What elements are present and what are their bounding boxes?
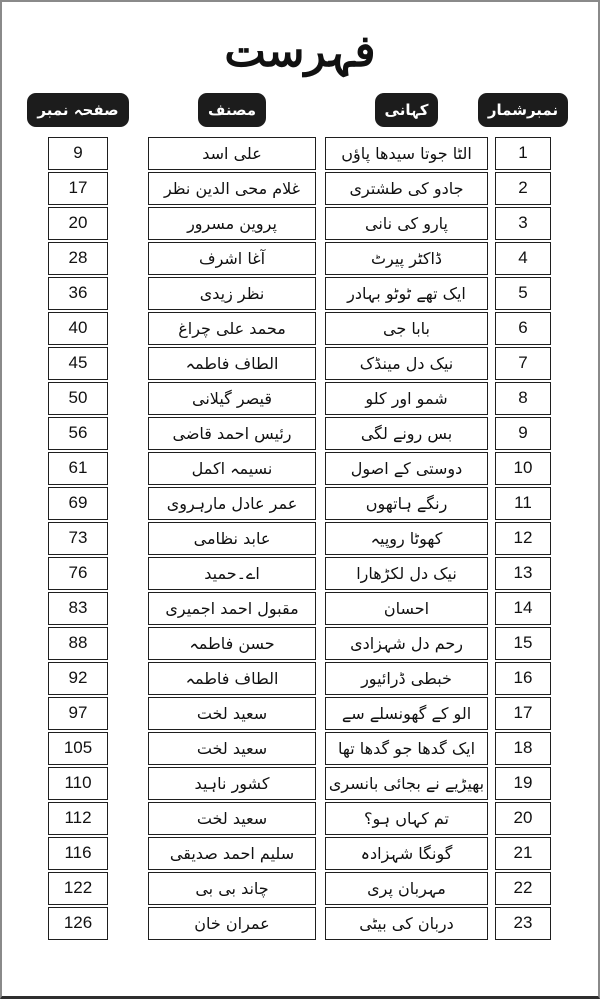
author-name-cell: آغا اشرف <box>148 242 316 275</box>
serial-number-cell: 15 <box>495 627 551 660</box>
author-name-cell: سعید لخت <box>148 697 316 730</box>
author-name-cell: سلیم احمد صدیقی <box>148 837 316 870</box>
page-number-cell: 122 <box>48 872 108 905</box>
column-header-page-number: صفحہ نمبر <box>27 93 128 128</box>
serial-number-cell: 22 <box>495 872 551 905</box>
author-name-cell: پروین مسرور <box>148 207 316 240</box>
story-title-cell: دربان کی بیٹی <box>325 907 488 940</box>
serial-number-cell: 16 <box>495 662 551 695</box>
page-number-cell: 45 <box>48 347 108 380</box>
author-name-cell: مقبول احمد اجمیری <box>148 592 316 625</box>
table-row <box>2 487 598 522</box>
serial-number-cell: 12 <box>495 522 551 555</box>
page-number-cell: 73 <box>48 522 108 555</box>
page-number-cell: 105 <box>48 732 108 765</box>
column-header-story: کہانی <box>375 93 439 128</box>
page-number-cell: 69 <box>48 487 108 520</box>
author-name-cell: محمد علی چراغ <box>148 312 316 345</box>
page-number-cell: 56 <box>48 417 108 450</box>
author-name-cell: الطاف فاطمہ <box>148 662 316 695</box>
story-title-cell: رحم دل شہزادی <box>325 627 488 660</box>
serial-number-cell: 10 <box>495 452 551 485</box>
page-number-cell: 112 <box>48 802 108 835</box>
story-title-cell: شمو اور کلو <box>325 382 488 415</box>
author-name-cell: قیصر گیلانی <box>148 382 316 415</box>
author-name-cell: عابد نظامی <box>148 522 316 555</box>
story-title-cell: نیک دل لکڑھارا <box>325 557 488 590</box>
column-header-author: مصنف <box>198 93 266 128</box>
table-row <box>2 557 598 592</box>
author-name-cell: نسیمہ اکمل <box>148 452 316 485</box>
page-number-cell: 9 <box>48 137 108 170</box>
table-row <box>2 872 598 907</box>
author-name-cell: الطاف فاطمہ <box>148 347 316 380</box>
table-row <box>2 207 598 242</box>
story-title-cell: ایک گدھا جو گدھا تھا <box>325 732 488 765</box>
page-number-cell: 61 <box>48 452 108 485</box>
story-title-cell: گونگا شہزادہ <box>325 837 488 870</box>
serial-number-cell: 19 <box>495 767 551 800</box>
page-number-cell: 28 <box>48 242 108 275</box>
story-title-cell: دوستی کے اصول <box>325 452 488 485</box>
table-row <box>2 627 598 662</box>
author-name-cell: حسن فاطمہ <box>148 627 316 660</box>
story-title-cell: الٹا جوتا سیدھا پاؤں <box>325 137 488 170</box>
author-name-cell: رئیس احمد قاضی <box>148 417 316 450</box>
story-title-cell: مہربان پری <box>325 872 488 905</box>
serial-number-cell: 20 <box>495 802 551 835</box>
story-title-cell: خبطی ڈرائیور <box>325 662 488 695</box>
table-row <box>2 907 598 942</box>
page-number-cell: 97 <box>48 697 108 730</box>
story-title-cell: ڈاکٹر پیرٹ <box>325 242 488 275</box>
author-name-cell: چاند بی بی <box>148 872 316 905</box>
table-row <box>2 347 598 382</box>
serial-number-cell: 14 <box>495 592 551 625</box>
serial-number-cell: 3 <box>495 207 551 240</box>
story-title-cell: ایک تھے ٹوٹو بہادر <box>325 277 488 310</box>
serial-number-cell: 4 <box>495 242 551 275</box>
author-name-cell: غلام محی الدین نظر <box>148 172 316 205</box>
page-number-cell: 20 <box>48 207 108 240</box>
serial-number-cell: 11 <box>495 487 551 520</box>
table-row <box>2 662 598 697</box>
author-name-cell: کشور ناہید <box>148 767 316 800</box>
page-number-cell: 17 <box>48 172 108 205</box>
page-number-cell: 36 <box>48 277 108 310</box>
page-number-cell: 50 <box>48 382 108 415</box>
table-row <box>2 172 598 207</box>
author-name-cell: عمر عادل مارہروی <box>148 487 316 520</box>
page-number-cell: 92 <box>48 662 108 695</box>
story-title-cell: بس رونے لگی <box>325 417 488 450</box>
table-row <box>2 417 598 452</box>
serial-number-cell: 1 <box>495 137 551 170</box>
table-row <box>2 732 598 767</box>
author-name-cell: نظر زیدی <box>148 277 316 310</box>
serial-number-cell: 6 <box>495 312 551 345</box>
serial-number-cell: 9 <box>495 417 551 450</box>
serial-number-cell: 2 <box>495 172 551 205</box>
table-row <box>2 522 598 557</box>
story-title-cell: پارو کی نانی <box>325 207 488 240</box>
author-name-cell: سعید لخت <box>148 802 316 835</box>
toc-rows <box>2 137 598 942</box>
table-row <box>2 452 598 487</box>
page-number-cell: 88 <box>48 627 108 660</box>
table-row <box>2 137 598 172</box>
serial-number-cell: 5 <box>495 277 551 310</box>
page-number-cell: 126 <box>48 907 108 940</box>
column-header-serial-number: نمبرشمار <box>478 93 568 128</box>
column-headers <box>2 89 598 131</box>
page-number-cell: 83 <box>48 592 108 625</box>
serial-number-cell: 7 <box>495 347 551 380</box>
page-number-cell: 116 <box>48 837 108 870</box>
table-row <box>2 767 598 802</box>
serial-number-cell: 13 <box>495 557 551 590</box>
story-title-cell: تم کہاں ہو؟ <box>325 802 488 835</box>
story-title-cell: کھوٹا روپیہ <box>325 522 488 555</box>
table-row <box>2 837 598 872</box>
serial-number-cell: 23 <box>495 907 551 940</box>
story-title-cell: نیک دل مینڈک <box>325 347 488 380</box>
page-number-cell: 76 <box>48 557 108 590</box>
table-row <box>2 802 598 837</box>
author-name-cell: عمران خان <box>148 907 316 940</box>
page-title: فہرست <box>224 26 376 77</box>
table-row <box>2 277 598 312</box>
author-name-cell: سعید لخت <box>148 732 316 765</box>
page-number-cell: 110 <box>48 767 108 800</box>
table-row <box>2 242 598 277</box>
story-title-cell: الو کے گھونسلے سے <box>325 697 488 730</box>
table-row <box>2 592 598 627</box>
table-row <box>2 312 598 347</box>
story-title-cell: بابا جی <box>325 312 488 345</box>
serial-number-cell: 17 <box>495 697 551 730</box>
page-number-cell: 40 <box>48 312 108 345</box>
story-title-cell: بھیڑیے نے بجائی بانسری <box>325 767 488 800</box>
author-name-cell: اے۔حمید <box>148 557 316 590</box>
story-title-cell: احسان <box>325 592 488 625</box>
table-row <box>2 697 598 732</box>
story-title-cell: رنگے ہاتھوں <box>325 487 488 520</box>
table-row <box>2 382 598 417</box>
serial-number-cell: 18 <box>495 732 551 765</box>
author-name-cell: علی اسد <box>148 137 316 170</box>
story-title-cell: جادو کی طشتری <box>325 172 488 205</box>
serial-number-cell: 8 <box>495 382 551 415</box>
serial-number-cell: 21 <box>495 837 551 870</box>
